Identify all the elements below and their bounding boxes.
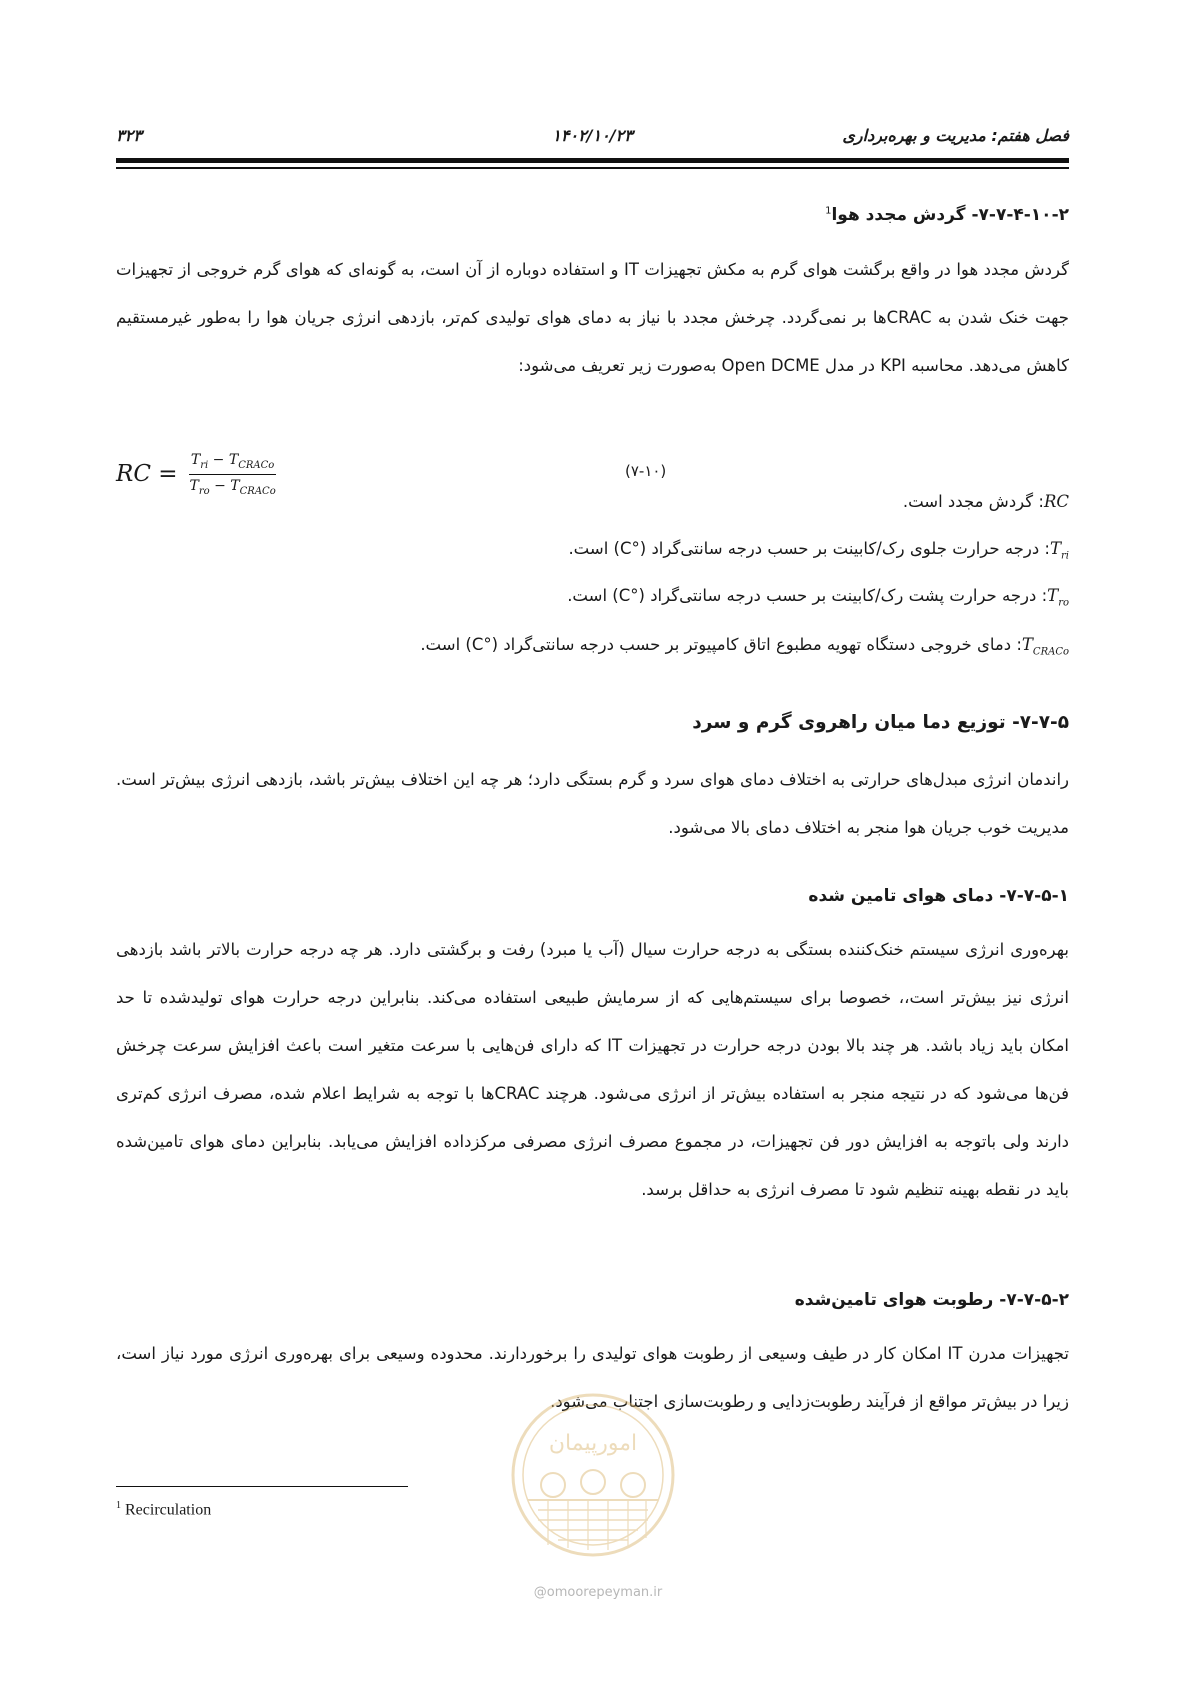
- section-heading-supply-air-temperature: ۷-۷-۵-۱- دمای هوای تامین شده: [808, 886, 1069, 906]
- chapter-title: فصل هفتم: مدیریت و بهره‌برداری: [842, 126, 1069, 145]
- footnote: [116, 1500, 211, 1519]
- definition-tro: [567, 586, 1069, 608]
- section-heading-recirculation: [116, 205, 1069, 225]
- watermark-logo-text: امورپیمان: [548, 1431, 638, 1456]
- equation: [116, 452, 278, 497]
- den-term-b: T: [230, 477, 240, 494]
- num-term-a: T: [190, 452, 201, 468]
- definition-rc: [903, 492, 1069, 511]
- symbol-base: T: [1021, 635, 1033, 654]
- definition-symbol: [1050, 539, 1069, 562]
- heading-text: ۷-۷-۴-۱۰-۲- گردش مجدد هوا: [831, 205, 1069, 225]
- definition-text: : درجه حرارت پشت رک/کابینت بر حسب درجه سانتی‌گراد (°C) است.: [567, 586, 1048, 605]
- den-term-a: T: [189, 477, 199, 494]
- definition-symbol: RC: [1043, 492, 1069, 511]
- den-operator: −: [209, 477, 231, 494]
- num-term-a-sub: ri: [200, 459, 209, 471]
- fraction-numerator: [189, 452, 276, 475]
- header-date: ۱۴۰۲/۱۰/۲۳: [552, 126, 633, 145]
- watermark-site: @omoorepeyman.ir: [533, 1585, 663, 1600]
- symbol-sub: ri: [1061, 550, 1069, 562]
- fraction-denominator: [188, 475, 278, 497]
- den-term-a-sub: ro: [198, 485, 210, 497]
- den-term-b-sub: CRACo: [239, 485, 276, 497]
- watermark-logo: [508, 1390, 678, 1560]
- definition-text: : درجه حرارت جلوی رک/کابینت بر حسب درجه سانتی‌گراد (°C) است.: [568, 539, 1050, 558]
- paragraph-temperature-distribution: راندمان انرژی مبدل‌های حرارتی به اختلاف دمای هوای سرد و گرم بستگی دارد؛ هر چه این اختلاف بیش‌تر باشد، بازدهی انرژی بیش‌تر است. مدیریت خوب جریان هوا منجر به اختلاف دمای بالا می‌شود.: [116, 770, 1069, 837]
- footnote-mark: 1: [116, 1500, 121, 1511]
- definition-tri: [568, 539, 1069, 561]
- paragraph-recirculation: گردش مجدد هوا در واقع برگشت هوای گرم به مکش تجهیزات IT و استفاده دوباره از آن است، به گونه‌ای که هوای گرم خروجی از تجهیزات جهت خنک شدن به CRACها بر نمی‌گردد. چرخش مجدد با نیاز به دمای هوای تولیدی کم‌تر، بازدهی انرژی جریان هوا را به‌طور غیرمستقیم کاهش می‌دهد. محاسبه KPI در مدل Open DCME به‌صورت زیر تعریف می‌شود:: [116, 260, 1069, 375]
- running-header: [116, 122, 1069, 152]
- symbol-base: T: [1050, 539, 1062, 558]
- symbol-base: T: [1047, 586, 1059, 605]
- footnote-text: Recirculation: [121, 1501, 212, 1519]
- definition-text: : گردش مجدد است.: [902, 492, 1044, 511]
- section-heading-temperature-distribution: ۷-۷-۵- توزیع دما میان راهروی گرم و سرد: [692, 712, 1069, 733]
- num-term-b-sub: CRACo: [238, 459, 275, 471]
- equation-number: (۷-۱۰): [625, 462, 667, 480]
- footnote-rule: [116, 1486, 408, 1487]
- paragraph-supply-air-temperature: بهره‌وری انرژی سیستم خنک‌کننده بستگی به درجه حرارت سیال (آب یا مبرد) رفت و برگشتی دارد. هر چه درجه حرارت بالاتر باشد بازدهی انرژی نیز بیش‌تر است،، خصوصا برای سیستم‌هایی که از سرمایش طبیعی استفاده می‌کند. بنابراین درجه حرارت هوای تولیدشده تا حد امکان باید زیاد باشد. هر چند بالا بودن درجه حرارت در تجهیزات IT که دارای فن‌هایی با سرعت متغیر است باعث افزایش سرعت چرخش فن‌ها می‌شود که در نتیجه منجر به استفاده بیش‌تر از انرژی می‌شود. هرچند CRACها با توجه به شرایط اعلام شده، مصرف انرژی کم‌تری دارند ولی باتوجه به افزایش دور فن تجهیزات، در مجموع مصرف انرژی مصرفی مرکزداده افزایش می‌یابد. بنابراین دمای هوای تامین‌شده باید در نقطه بهینه تنظیم شود تا مصرف انرژی به حداقل برسد.: [116, 940, 1069, 1199]
- page-number: ۳۲۳: [116, 126, 142, 145]
- symbol-sub: CRACo: [1032, 646, 1069, 658]
- definition-symbol: [1021, 635, 1069, 658]
- header-rule-thin: [116, 167, 1069, 169]
- paragraph-supply-air-humidity: تجهیزات مدرن IT امکان کار در طیف وسیعی از رطوبت هوای تولیدی را برخوردارند. محدوده وسیعی برای بهره‌وری انرژی مورد نیاز است، زیرا در بیش‌تر مواقع از فرآیند رطوبت‌زدایی و رطوبت‌سازی اجتناب می‌شود.: [116, 1344, 1069, 1411]
- equation-fraction: [188, 452, 278, 497]
- num-operator: −: [208, 452, 229, 468]
- section-heading-supply-air-humidity: ۷-۷-۵-۲- رطوبت هوای تامین‌شده: [794, 1290, 1069, 1310]
- definition-text: : دمای خروجی دستگاه تهویه مطبوع اتاق کامپیوتر بر حسب درجه سانتی‌گراد (°C) است.: [420, 635, 1022, 654]
- definition-tcraco: [420, 635, 1069, 657]
- equation-lhs: RC =: [116, 461, 178, 488]
- header-rule-thick: [116, 158, 1069, 163]
- footnote-reference: 1: [825, 205, 832, 217]
- definition-symbol: [1047, 586, 1069, 609]
- num-term-b: T: [228, 452, 239, 468]
- symbol-sub: ro: [1058, 597, 1069, 609]
